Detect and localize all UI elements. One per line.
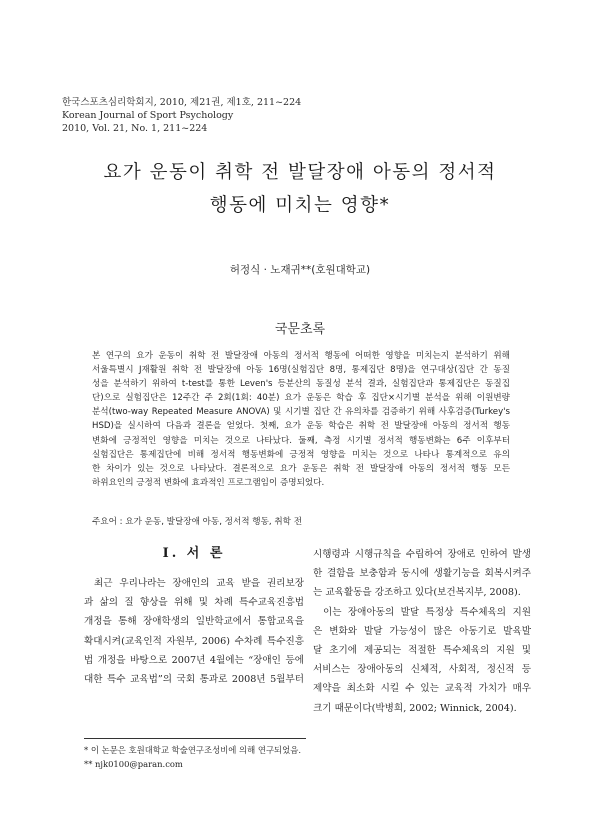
abstract-line: 서울특별시 J재활원 취학 전 발달장애 아동 16명(실험집단 8명, 통제집단 8명)을 연구대상(집단 간 동질 xyxy=(92,365,510,376)
abstract-line: HSD)을 실시하여 다음과 결론을 얻었다. 첫째, 요가 운동 학습은 취학 전 발달장애 아동의 정서적 행동 xyxy=(92,421,510,432)
body-line: 한 결함을 보충함과 동시에 생활기능을 회복시켜주 xyxy=(313,568,531,580)
abstract-line: 변화에 긍정적인 영향을 미치는 것으로 나타났다. 둘째, 측정 시기별 정서적 행동변화는 6주 이후부터 xyxy=(92,435,510,446)
abstract-heading: 국문초록 xyxy=(274,322,326,337)
body-line: 대한 특수 교육법”의 국회 통과로 2008년 5월부터 xyxy=(84,674,304,686)
journal-line-english: Korean Journal of Sport Psychology xyxy=(62,110,234,121)
body-line: 확대시켜(교육인적 자원부, 2006) 수차례 특수진흥 xyxy=(84,635,304,647)
body-line: 서비스는 장애아동의 신체적, 사회적, 정신적 등 xyxy=(313,664,531,676)
authors: 허정식 · 노재귀**(호원대학교) xyxy=(229,264,371,276)
body-column-right xyxy=(313,545,531,718)
paper-title xyxy=(40,156,560,222)
abstract-line: 성을 분석하기 위하여 t-test를 통한 Leven's 등분산의 동질성 분석 결과, 실험집단과 통제집단은 동질집 xyxy=(92,379,510,390)
keywords: 주요어 : 요가 운동, 발달장애 아동, 정서적 행동, 취학 전 xyxy=(92,517,303,527)
section-heading: I. 서 론 xyxy=(162,546,226,561)
journal-line-korean: 한국스포츠심리학회지, 2010, 제21권, 제1호, 211~224 xyxy=(62,97,302,108)
abstract-line: 분석(two-way Repeated Measure ANOVA) 및 시기별 집단 간 유의차를 검증하기 위해 사후검증(Turkey's xyxy=(92,407,510,418)
abstract-line: 본 연구의 요가 운동이 취학 전 발달장애 아동의 정서적 행동에 어떠한 영향을 미치는지 분석하기 위해 xyxy=(92,351,510,361)
journal-line-volume: 2010, Vol. 21, No. 1, 211~224 xyxy=(62,123,208,134)
body-line: 크기 때문이다(박병희, 2002; Winnick, 2004). xyxy=(313,702,517,714)
footnote-email: ** njk0100@paran.com xyxy=(84,759,183,769)
abstract-line: 한 차이가 있는 것으로 나타났다. 결론적으로 요가 운동은 취학 전 발달장애 아동의 정서적 행동 모든 xyxy=(92,463,510,474)
abstract-line: 하위요인의 긍정적 변화에 효과적인 프로그램임이 증명되었다. xyxy=(92,477,325,488)
body-line: 제약을 최소화 시킬 수 있는 교육적 가치가 매우 xyxy=(313,683,531,695)
abstract-body xyxy=(92,349,510,490)
body-line: 과 삶의 질 향상을 위해 및 차례 특수교육진흥법 xyxy=(84,597,304,609)
body-line: 최근 우리나라는 장애인의 교육 받을 권리보장 xyxy=(94,578,304,589)
title-line-1: 요가 운동이 취학 전 발달장애 아동의 정서적 xyxy=(103,162,497,183)
footnote-funding: * 이 논문은 호원대학교 학술연구조성비에 의해 연구되었음. xyxy=(84,745,301,755)
journal-info xyxy=(62,96,301,135)
body-line: 는 교육활동을 강조하고 있다(보건복지부, 2008). xyxy=(313,587,521,599)
footnote-divider xyxy=(84,738,306,739)
body-line: 시행령과 시행규칙을 수립하여 장애로 인하여 발생 xyxy=(313,549,531,560)
body-line: 은 변화와 발달 가능성이 많은 아동기로 발육발 xyxy=(313,625,531,637)
body-line: 법 개정을 바탕으로 2007년 4월에는 “장애인 등에 xyxy=(84,654,304,666)
title-line-2: 행동에 미치는 영향* xyxy=(209,195,391,216)
abstract-line: 단)으로 실험집단은 12주간 주 2회(1회: 40분) 요가 운동은 학습 후 집단×시기별 분석을 위해 이원변량 xyxy=(92,393,510,404)
body-column-left xyxy=(84,574,304,689)
abstract-line: 실험집단은 통제집단에 비해 정서적 행동변화에 긍정적 영향을 미치는 것으로 나타나 통계적으로 유의 xyxy=(92,449,510,460)
body-line: 이는 장애아동의 발달 특정상 특수체육의 지원 xyxy=(323,606,531,618)
body-line: 개정을 통해 장애학생의 일반학교에서 통합교육을 xyxy=(84,616,304,628)
body-line: 달 초기에 제공되는 적절한 특수체육의 지원 및 xyxy=(313,645,531,657)
footnotes xyxy=(84,743,301,771)
